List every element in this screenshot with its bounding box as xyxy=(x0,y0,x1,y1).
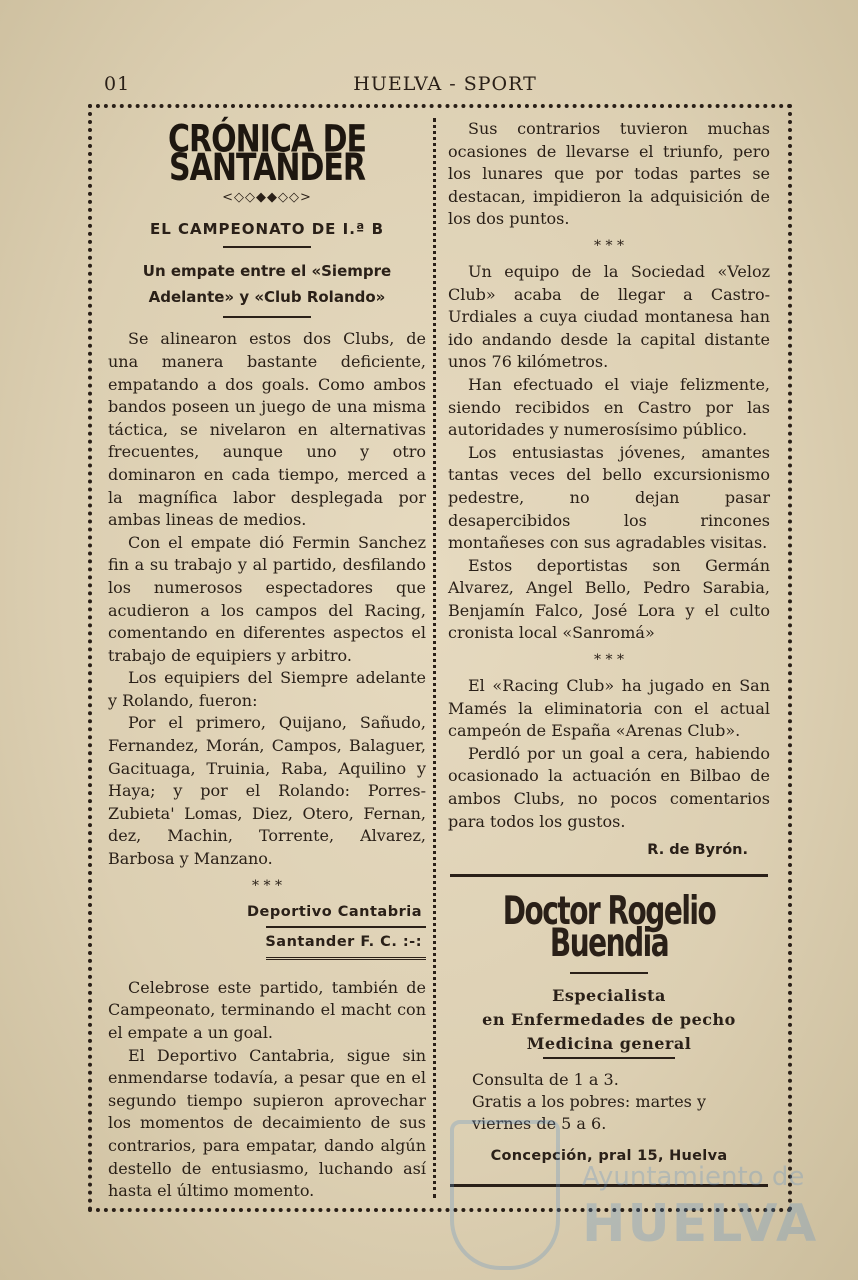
watermark-line2: HUELVA xyxy=(582,1194,819,1254)
article-title: CRÓNICA DE SANTANDER xyxy=(168,117,366,190)
ad-border-top xyxy=(450,874,768,877)
rule xyxy=(266,926,426,928)
page-header xyxy=(100,70,790,100)
ad-specialty: Especialista xyxy=(552,986,666,1005)
paragraph: Sus contrarios tuvieron muchas ocasiones de llevarse el triunfo, pero los lunares que por todas partes se destacan, impidieron la adquisición de los dos puntos. xyxy=(448,119,770,229)
paragraph: Por el primero, Quijano, Sañudo, Fernandez, Morán, Campos, Balaguer, Gacituaga, Truinia, Raba, Aquilino y Haya; y por el Rolando: Porres-Zubieta' Lomas, Diez, Otero, Fernan, dez, Machin, Torrente, Alvarez, Barbosa y Manzano. xyxy=(108,713,426,869)
ad-border-bottom xyxy=(450,1184,768,1187)
ad-doctor-name: Doctor Rogelio Buendia xyxy=(502,887,716,966)
paragraph: Se alinearon estos dos Clubs, de una manera bastante deficiente, empatando a dos goals. Como ambos bandos poseen un juego de una misma táctica, se nivelaron en alternativas frecuentes, aunque uno y otro dominaron en cada tiempo, merced a la magnífica labor desplegada por ambas lineas de medios. xyxy=(108,329,426,530)
ad-field: en Enfermedades de pecho xyxy=(482,1010,736,1029)
page-number: 01 xyxy=(104,73,131,95)
paragraph: El Deportivo Cantabria, sigue sin enmendarse todavía, a pesar que en el segundo tiempo supieron aprovechar los momentos de decaimiento de sus contrarios, para empatar, dando algún destello de entusiasmo, luchando así hasta el último momento. xyxy=(108,1045,426,1201)
watermark-line1: Ayuntamiento de xyxy=(582,1162,805,1192)
ad-general: Medicina general xyxy=(526,1034,692,1053)
paragraph: Han efectuado el viaje felizmente, siendo recibidos en Castro por las autoridades y numerosísimo público. xyxy=(448,374,770,440)
right-column xyxy=(448,118,770,1187)
paragraph: Celebrose este partido, también de Campeonato, terminando el macht con el empate a un goal. xyxy=(108,977,426,1042)
ad-free-hours: Gratis a los pobres: martes y viernes de 5 a 6. xyxy=(472,1092,706,1133)
rule xyxy=(266,957,426,960)
left-column xyxy=(108,118,426,1203)
rule xyxy=(223,316,311,318)
ornament-divider: <◇◇◆◆◇◇> xyxy=(222,190,312,206)
article-headline: Un empate entre el «Siempre Adelante» y «Club Rolando» xyxy=(142,262,392,307)
paragraph: Los entusiastas jóvenes, amantes tantas veces del bello excursionismo pedestre, no dejan pasar desapercibidos los rincones montañeses con sus agradables visitas. xyxy=(448,442,770,553)
author-signature: R. de Byrón. xyxy=(647,842,748,859)
paragraph: Los equipiers del Siempre adelante y Rolando, fueron: xyxy=(108,668,426,710)
match-team-home: Deportivo Cantabria xyxy=(247,903,422,920)
rule xyxy=(543,1057,675,1059)
running-title: HUELVA - SPORT xyxy=(353,73,537,95)
rule xyxy=(223,246,311,248)
paragraph: Estos deportistas son Germán Alvarez, Angel Bello, Pedro Sarabia, Benjamín Falco, José Lora y el culto cronista local «Sanromá» xyxy=(448,555,770,643)
asterism: * * * xyxy=(594,237,624,254)
rule xyxy=(570,972,648,974)
paragraph: Un equipo de la Sociedad «Veloz Club» acaba de llegar a Castro-Urdiales a cuya ciudad montanesa han ido andando desde la capital distante unos 76 kilómetros. xyxy=(448,261,770,372)
paragraph: Con el empate dió Fermin Sanchez fin a su trabajo y al partido, desfilando los numerosos espectadores que acudieron a los campos del Racing, comentando en diferentes aspectos el trabajo de equipiers y arbitro. xyxy=(108,532,426,665)
asterism: * * * xyxy=(594,652,624,669)
paragraph: El «Racing Club» ha jugado en San Mamés la eliminatoria con el actual campeón de España «Arenas Club». xyxy=(448,676,770,741)
article-subtitle: EL CAMPEONATO DE I.ª B xyxy=(149,219,385,238)
ad-hours: Consulta de 1 a 3. xyxy=(472,1070,619,1089)
match-team-away: Santander F. C. :-: xyxy=(265,934,422,951)
ad-address: Concepción, pral 15, Huelva xyxy=(490,1148,728,1164)
column-divider xyxy=(433,118,436,1198)
asterism: * * * xyxy=(252,877,282,894)
paragraph: Perdló por un goal a cera, habiendo ocasionado la actuación en Bilbao de ambos Clubs, no pocos comentarios para todos los gustos. xyxy=(448,743,770,831)
